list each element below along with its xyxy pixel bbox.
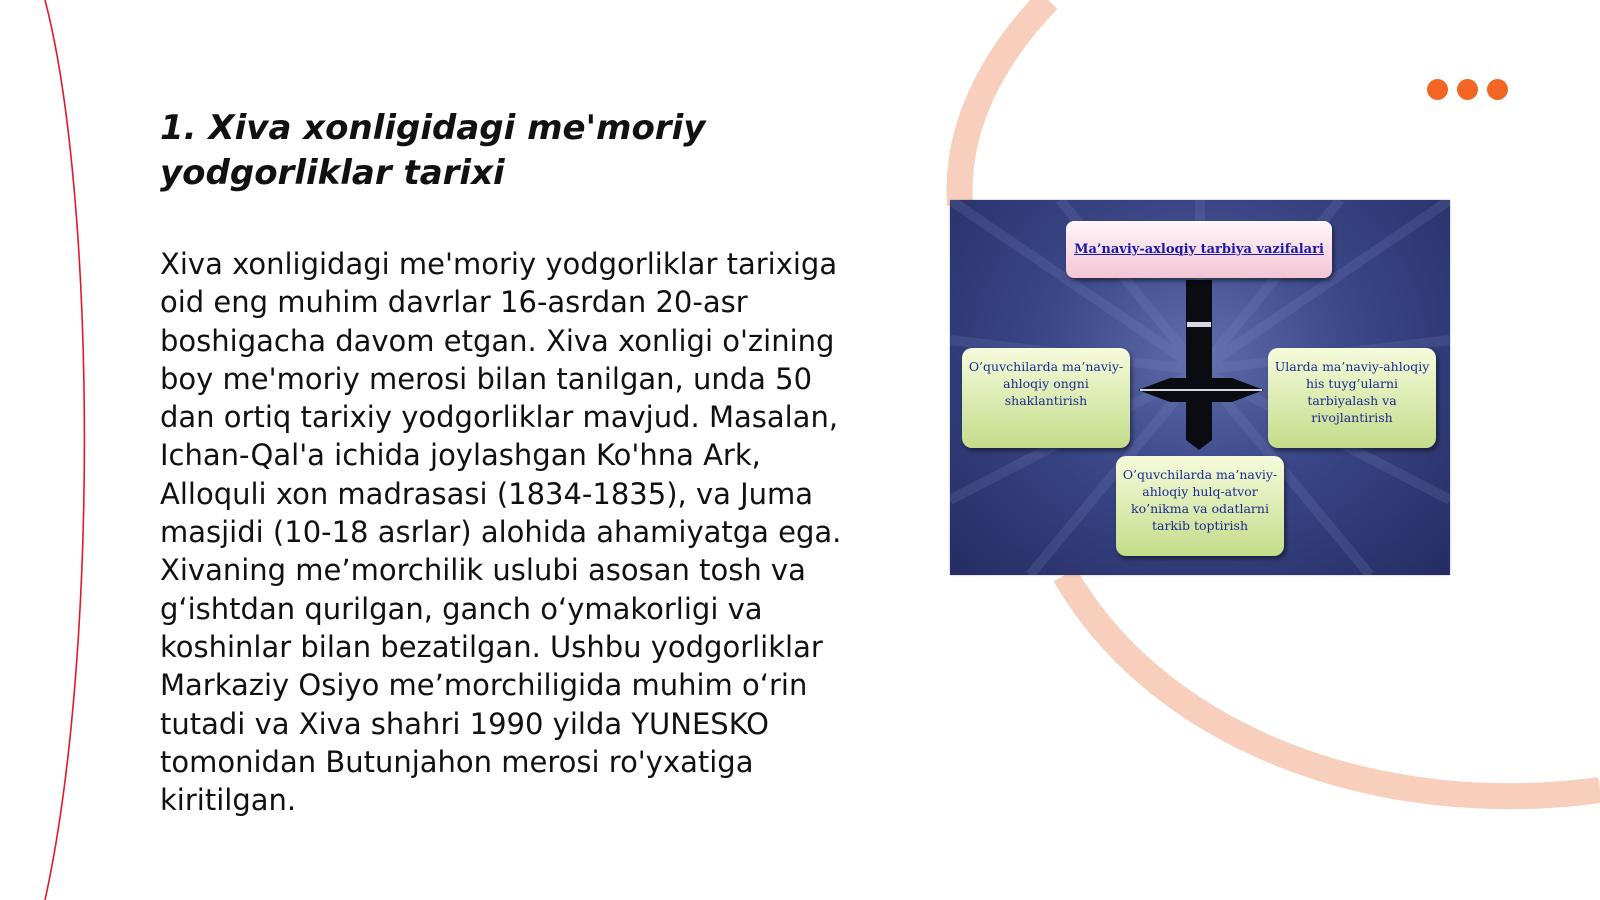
left-red-curve [45,0,84,900]
dot-icon [1427,79,1448,100]
slide-title: 1. Xiva xonligidagi me'moriy yodgorliklar tarixi [160,108,706,193]
diagram-title: Ma’naviy-axloqiy tarbiya vazifalari [1074,242,1324,257]
diagram-image [950,200,1450,575]
diagram-title-box [1066,221,1332,278]
diagram-bottom-box [1116,456,1284,556]
orange-dots [1427,79,1508,100]
dot-icon [1457,79,1478,100]
diagram-bottom-text: O’quvchilarda ma’naviy-ahloqiy hulq-atvor ko’nikma va odatlarni tarkib toptirish [1122,467,1278,533]
dot-icon [1487,79,1508,100]
slide-body-text: Xiva xonligidagi me'moriy yodgorliklar tarixiga oid eng muhim davrlar 16-asrdan 20-asr boshigacha davom etgan. Xiva xonligi o'zining boy me'moriy merosi bilan tanilgan, unda 50 dan ortiq tarixiy yodgorliklar mavjud. Masalan, Ichan-Qal'a ichida joylashgan Ko'hna Ark, Alloquli xon madrasasi (1834-1835), va Juma masjidi (10-18 asrlar) alohida ahamiyatga ega. Xivaning me’morchilik uslubi asosan tosh va g‘ishtdan qurilgan, ganch o‘ymakorligi va koshinlar bilan bezatilgan. Ushbu yodgorliklar Markaziy Osiyo me’morchiligida muhim o‘rin tutadi va Xiva shahri 1990 yilda YUNESKO tomonidan Butunjahon merosi ro'yxatiga kiritilgan. [160,247,842,818]
diagram-left-text: O’quvchilarda ma’naviy-ahloqiy ongni shaklantirish [968,359,1124,408]
diagram-left-box [962,348,1130,448]
diagram-right-text: Ularda ma’naviy-ahloqiy his tuyg’ularni tarbiyalash va rivojlantirish [1274,359,1430,425]
diagram-right-box [1268,348,1436,448]
